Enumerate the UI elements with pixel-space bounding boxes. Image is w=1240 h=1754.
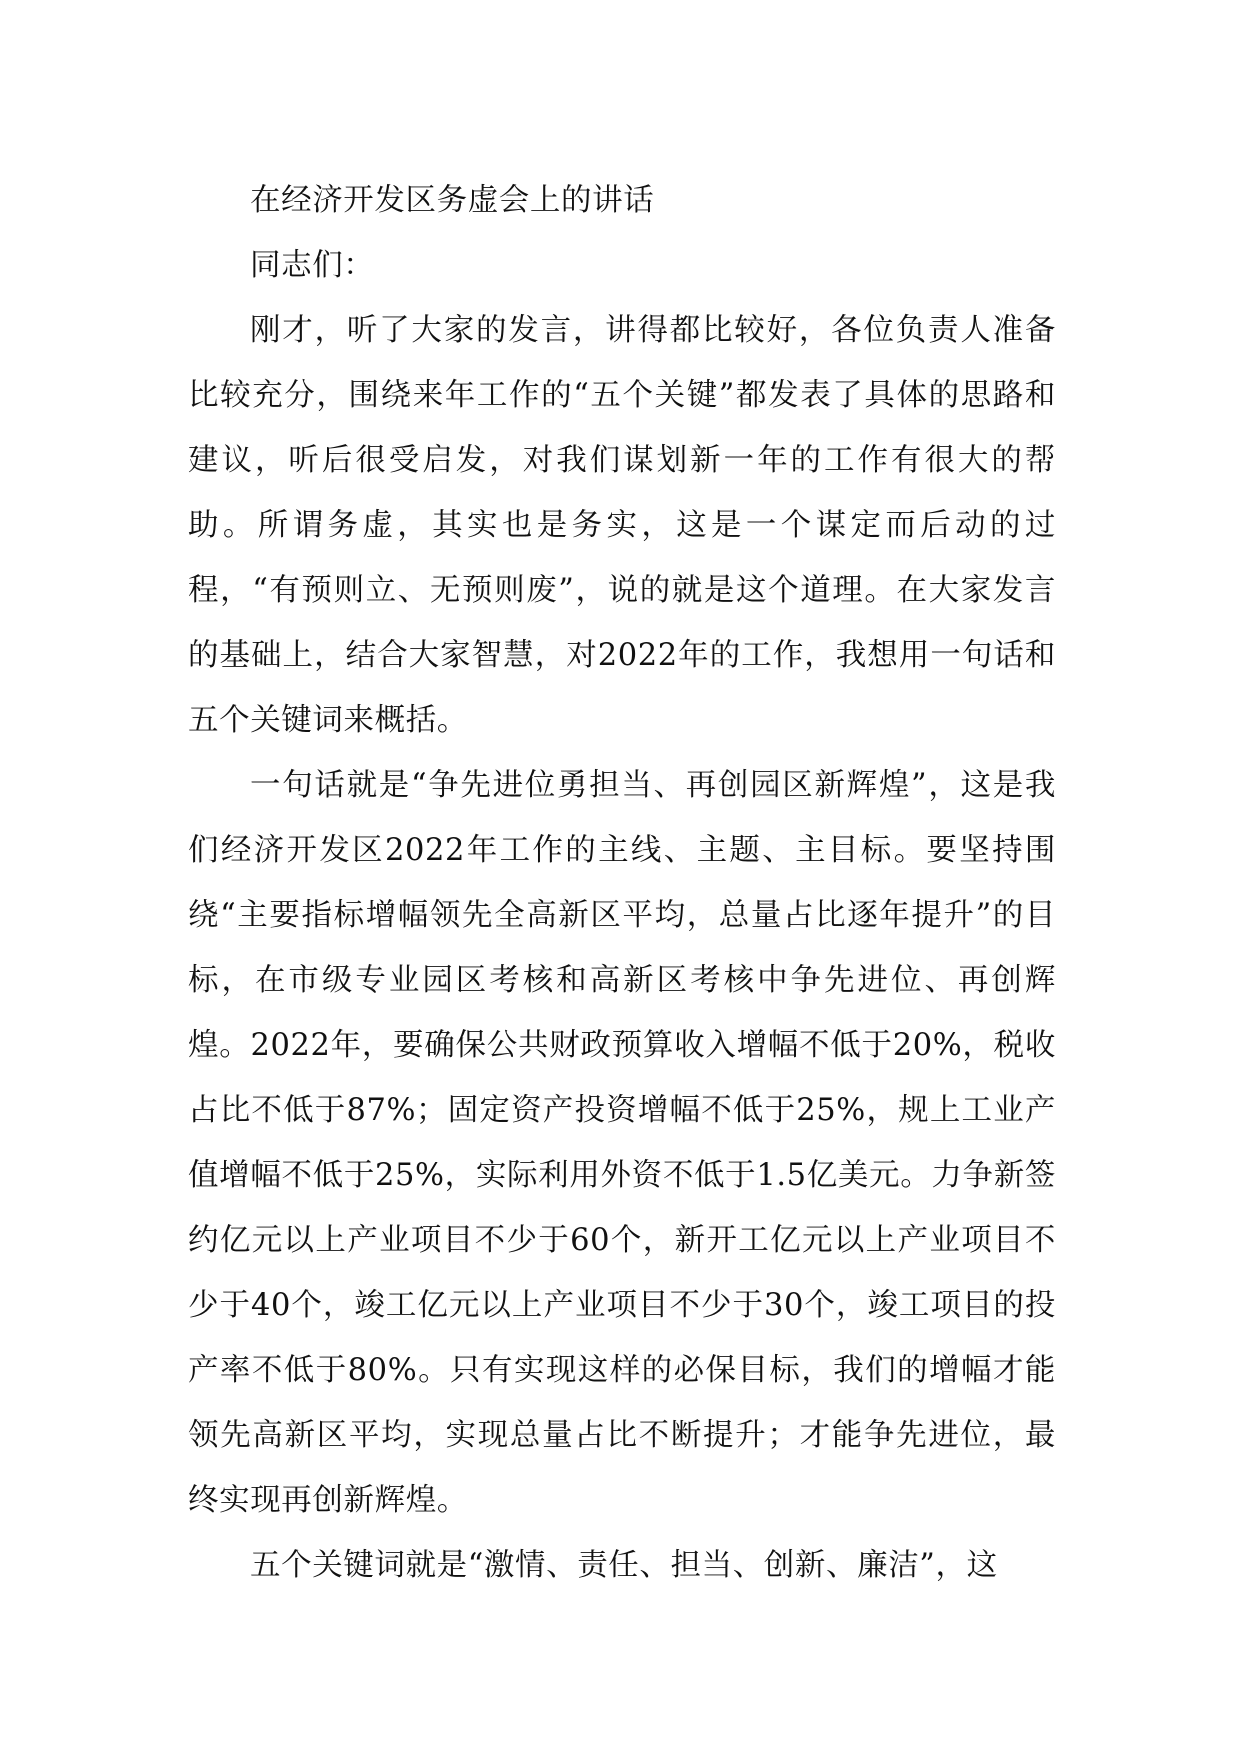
paragraph-one-sentence: 一句话就是“争先进位勇担当、再创园区新辉煌”，这是我们经济开发区2022年工作的主线、主题、主目标。要坚持围绕“主要指标增幅领先全高新区平均，总量占比逐年提升”的目标，在市级专业园区考核和高新区考核中争先进位、再创辉煌。2022年，要确保公共财政预算收入增幅不低于20%，税收占比不低于87%；固定资产投资增幅不低于25%，规上工业产值增幅不低于25%，实际利用外资不低于1.5亿美元。力争新签约亿元以上产业项目不少于60个，新开工亿元以上产业项目不少于40个，竣工亿元以上产业项目不少于30个，竣工项目的投产率不低于80%。只有实现这样的必保目标，我们的增幅才能领先高新区平均，实现总量占比不断提升；才能争先进位，最终实现再创新辉煌。: [188, 768, 1056, 1518]
salutation: 同志们：: [250, 248, 375, 283]
document-title: 在经济开发区务虚会上的讲话: [250, 183, 655, 218]
paragraph-opening: 刚才，听了大家的发言，讲得都比较好，各位负责人准备比较充分，围绕来年工作的“五个关键”都发表了具体的思路和建议，听后很受启发，对我们谋划新一年的工作有很大的帮助。所谓务虚，其实也是务实，这是一个谋定而后动的过程，“有预则立、无预则废”，说的就是这个道理。在大家发言的基础上，结合大家智慧，对2022年的工作，我想用一句话和五个关键词来概括。: [188, 313, 1056, 738]
document-body: [188, 168, 1056, 1598]
paragraph-five-keywords: 五个关键词就是“激情、责任、担当、创新、廉洁”，这: [250, 1548, 998, 1583]
